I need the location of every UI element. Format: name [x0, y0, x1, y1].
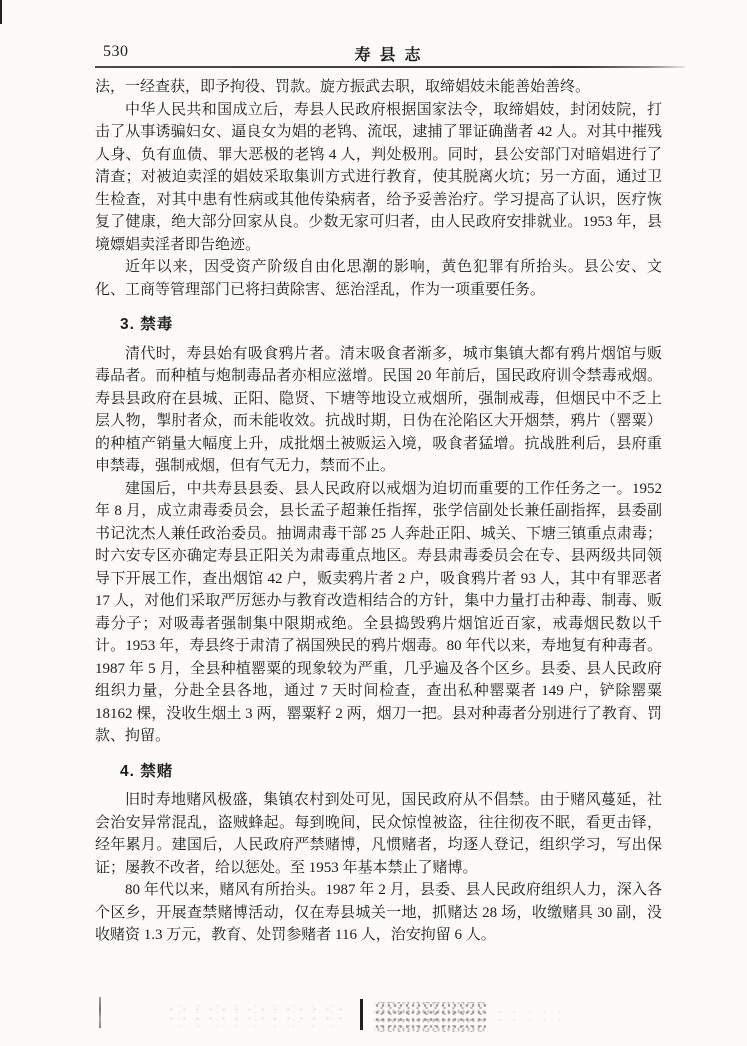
- paragraph: 中华人民共和国成立后，寿县人民政府根据国家法令，取缔娼妓，封闭妓院，打击了从事诱骗妇女、逼良女为娼的老鸨、流氓，逮捕了罪证确凿者 42 人。对其中摧残人身、负有血债、罪大恶极的老鸨 4 人，判处极刑。同时，县公安部门对暗娼进行了清查；对被迫卖淫的娼妓采取集训方式进行教育，使其脱离火坑；另一方面，通过卫生检查，对其中患有性病或其他传染病者，给予妥善治疗。学习提高了认识，医疗恢复了健康，绝大部分回家从良。少数无家可归者，由人民政府安排就业。1953 年，县境嫖娼卖淫者即告绝迹。: [95, 101, 662, 253]
- section-heading-drug-prohibition: 3. 禁毒: [120, 316, 174, 333]
- paragraph: 旧时寿地赌风极盛，集镇农村到处可见，国民政府从不倡禁。由于赌风蔓延，社会治安异常混乱，盗贼蜂起。每到晚间，民众惊惶被盗，往往彻夜不眠，看更击铎，经年累月。建国后，人民政府严禁赌博，凡惯赌者，均逐人登记，组织学习，写出保证；屡教不改者，给以惩处。至 1953 年基本禁止了赌博。: [95, 792, 662, 876]
- scan-artifact-bottom-smudge-right: [374, 1002, 486, 1032]
- scan-artifact-bottom-bar: [360, 999, 363, 1030]
- paragraph: 清代时，寿县始有吸食鸦片者。清末吸食者渐多，城市集镇大都有鸦片烟馆与贩毒品者。而种植与炮制毒品者亦相应滋增。民国 20 年前后，国民政府训令禁毒戒烟。寿县县政府在县城、正阳、隐贤、下塘等地设立戒烟所，强制戒毒，但烟民中不乏上层人物，掣肘者众，而未能收效。抗战时期，日伪在沦陷区大开烟禁，鸦片（罂粟）的种植产销量大幅度上升，成批烟土被贩运入境，吸食者猛增。抗战胜利后，县府重申禁毒，强制戒烟，但有气无力，禁而不止。: [95, 345, 662, 474]
- book-title: 寿县志: [354, 47, 430, 64]
- paragraph: 80 年代以来，赌风有所抬头。1987 年 2 月，县委、县人民政府组织人力，深入各个区乡，开展查禁赌博活动，仅在寿县城关一地，抓赌达 28 场，收缴赌具 30 副，没收赌资 1.3 万元，教育、处罚参赌者 116 人，治安拘留 6 人。: [95, 882, 662, 943]
- page-body: [95, 76, 662, 947]
- section-heading-gambling-prohibition: 4. 禁赌: [120, 762, 174, 780]
- scan-artifact-bottom-tick: [99, 997, 101, 1028]
- page-header: [95, 42, 680, 66]
- paragraph: 建国后，中共寿县县委、县人民政府以戒烟为迫切而重要的工作任务之一。1952 年 8 月，成立肃毒委员会，县长孟子超兼任指挥，张学信副处长兼任副指挥，县委副书记沈杰人兼任政治委员。抽调肃毒干部 25 人奔赴正阳、城关、下塘三镇重点肃毒；时六安专区亦确定寿县正阳关为肃毒重点地区。寿县肃毒委员会在专、县两级共同领导下开展工作，查出烟馆 42 户，贩卖鸦片者 2 户，吸食鸦片者 93 人，其中有罪恶者 17 人，对他们采取严厉惩办与教育改造相结合的方针，集中力量打击种毒、制毒、贩毒分子；对吸毒者强制集中限期戒绝。全县捣毁鸦片烟馆近百家，戒毒烟民数以千计。1953 年，寿县终于肃清了祸国殃民的鸦片烟毒。80 年代以来，寿地复有种毒者。1987 年 5 月，全县种植罂粟的现象较为严重，几乎遍及各个区乡。县委、县人民政府组织力量，分赴全县各地，通过 7 天时间检查，查出私种罂粟者 149 户，铲除罂粟 18162 棵，没收生烟土 3 两，罂粟籽 2 两，烟刀一把。县对种毒者分别进行了教育、罚款、拘留。: [95, 480, 662, 744]
- scan-artifact-bottom-smudge-left: [165, 1005, 345, 1027]
- paragraph-continuation: 法，一经查获，即予拘役、罚款。旋方振武去职，取缔娼妓未能善始善终。: [95, 79, 591, 95]
- scan-artifact-top-left-line: [0, 0, 2, 24]
- paragraph: 近年以来，因受资产阶级自由化思潮的影响，黄色犯罪有所抬头。县公安、文化、工商等管理部门已将扫黄除害、惩治淫乱，作为一项重要任务。: [95, 259, 662, 298]
- scan-artifact-bottom-smudge-far: [492, 1008, 562, 1024]
- page-number: 530: [103, 43, 129, 60]
- header-rule: [95, 66, 685, 68]
